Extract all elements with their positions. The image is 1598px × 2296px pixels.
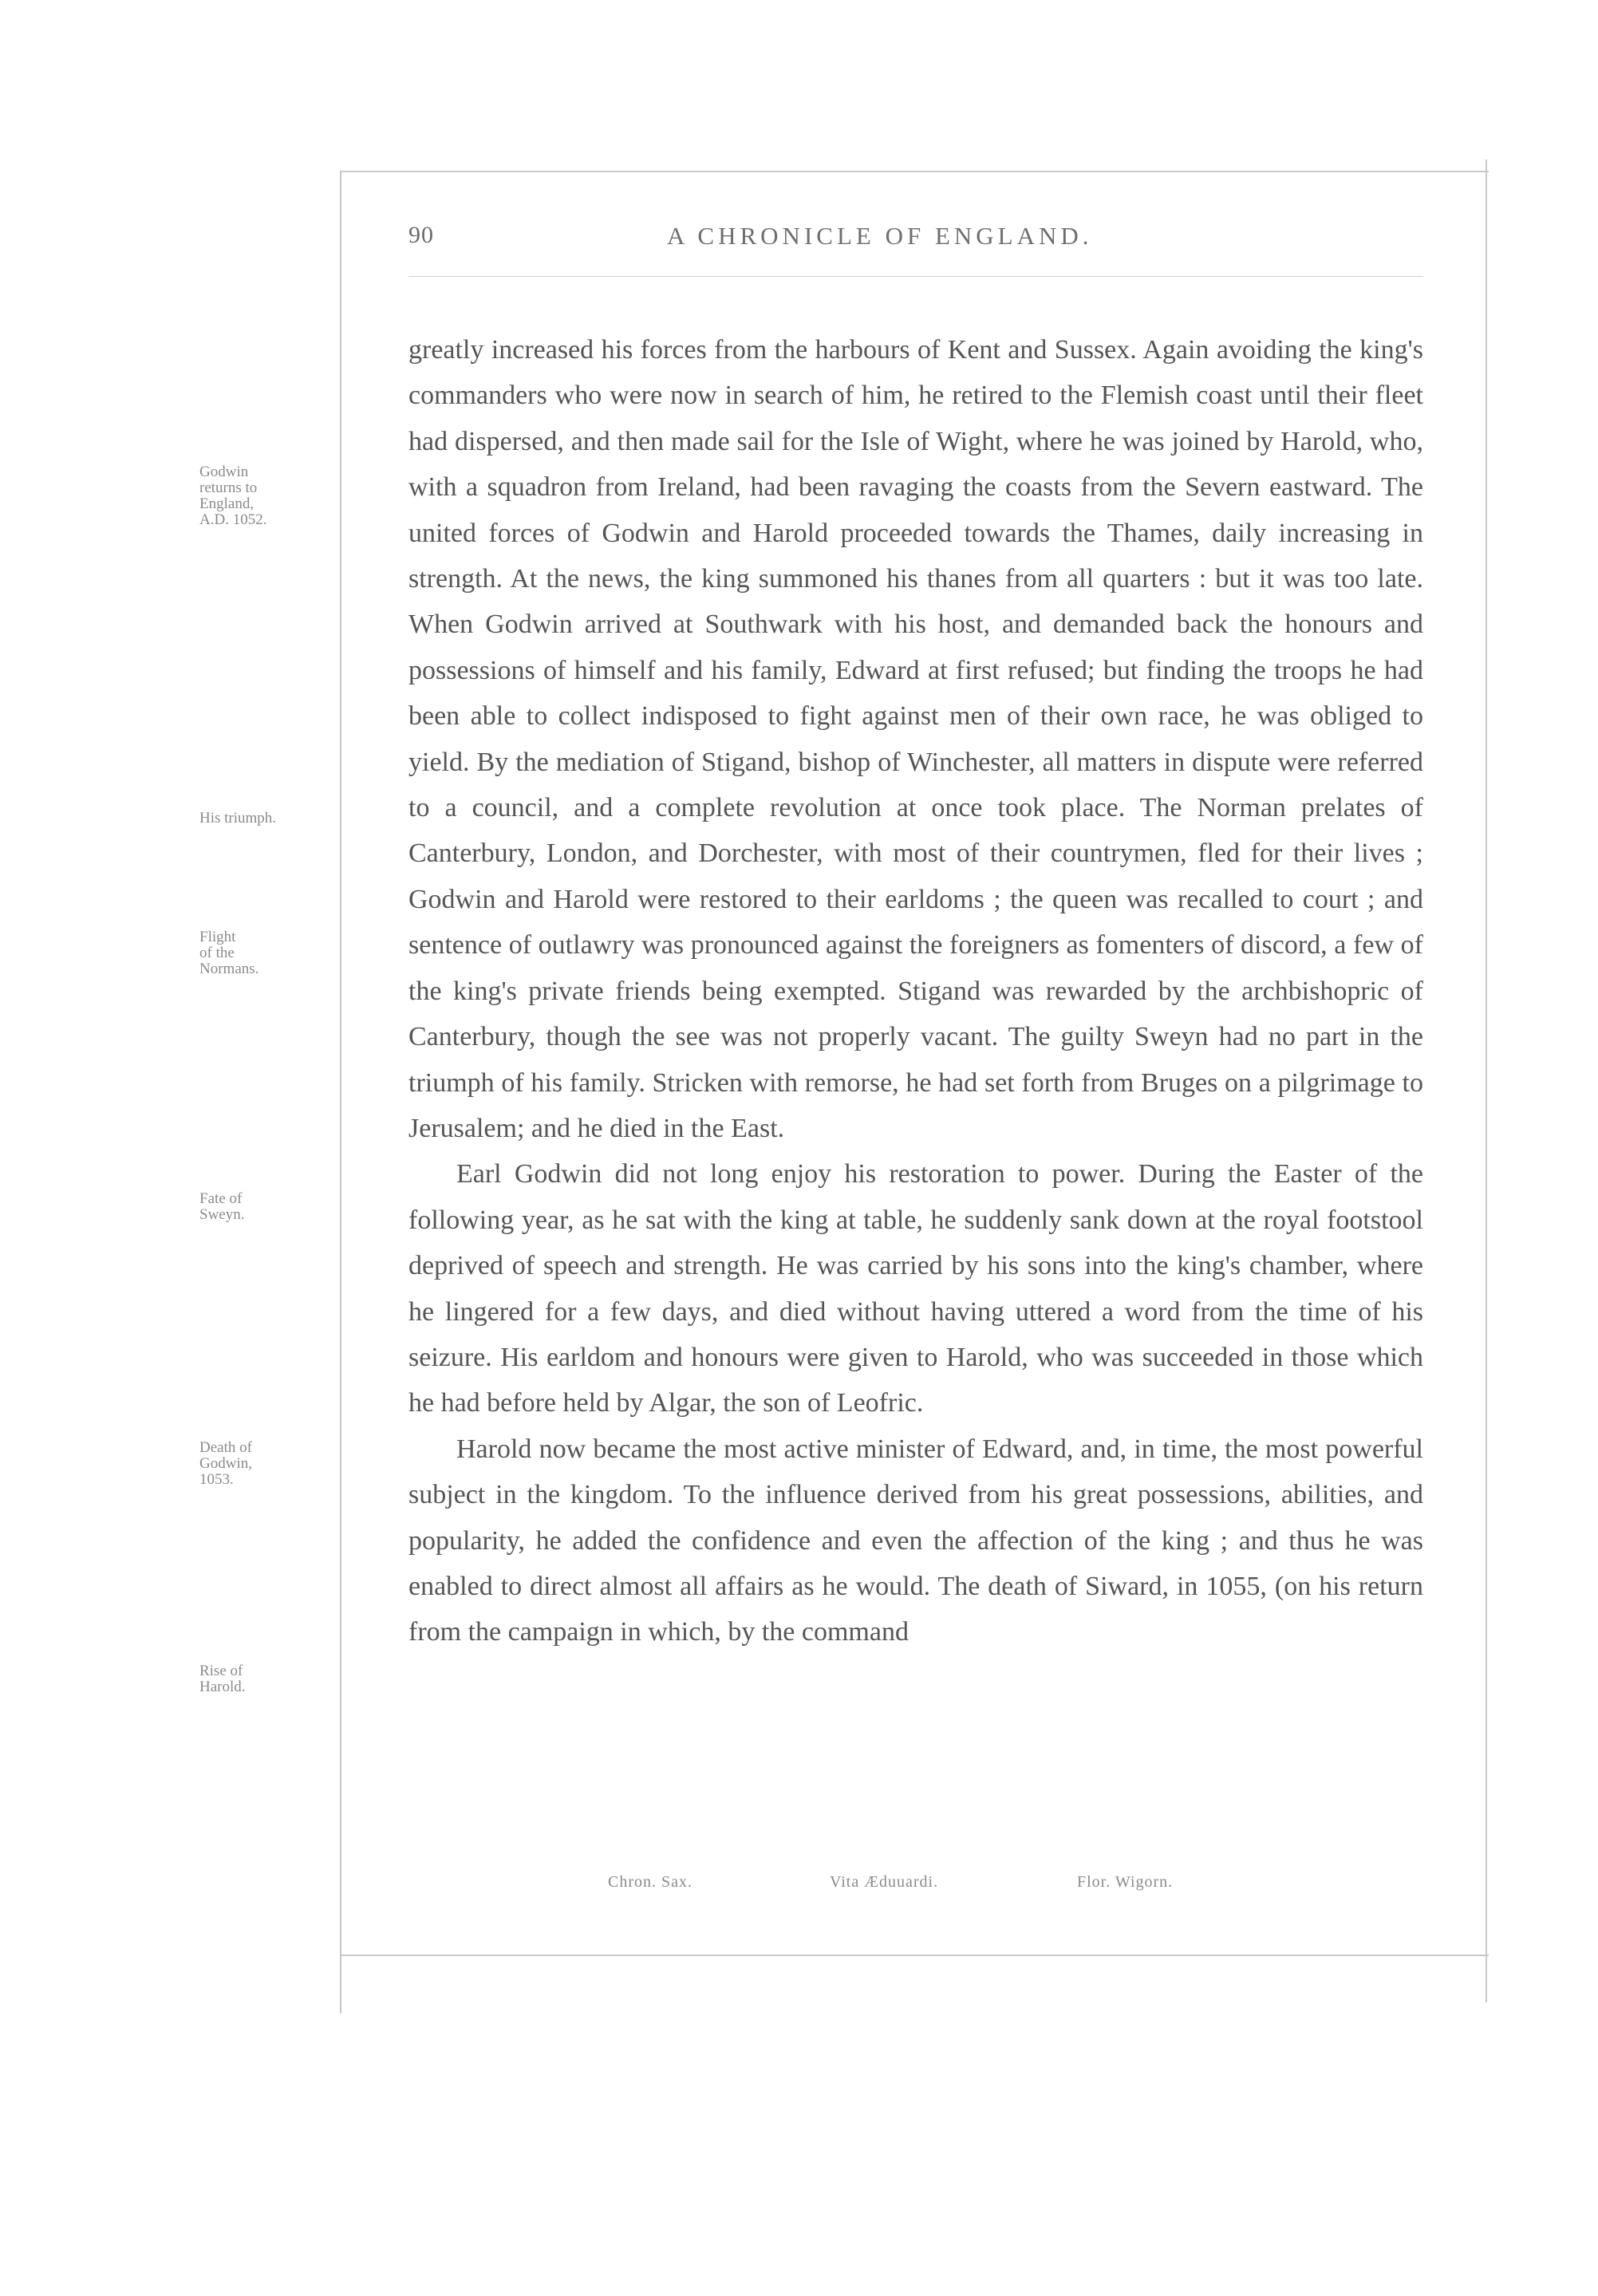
sidenote-line: Sweyn. [199,1206,245,1223]
sidenote-line: returns to [199,479,258,496]
sidenote-death-godwin [199,1440,339,1488]
footnote-citation: Flor. Wigorn. [1077,1873,1174,1891]
footnote-citation: Vita Æduuardi. [830,1873,939,1891]
sidenote-line: Rise of [199,1663,243,1679]
page-frame-right-rule [1486,160,1487,2002]
paragraph: Harold now became the most active minister of Edward, and, in time, the most powerful subject in the kingdom. To the influence derived from his great possessions, abilities, and popularity, he added the confidence and even the affection of the king ; and thus he was enabled to direct almost all affairs as he would. The death of Siward, in 1055, (on his return from the campaign in which, by the command [408,1434,1423,1647]
sidenote-line: Godwin, [199,1455,252,1472]
sidenote-line: Flight [199,929,236,945]
sidenote-rise-harold [199,1663,339,1695]
header-rule [408,276,1423,277]
page-frame-left-rule [340,171,341,2014]
sidenote-fate-sweyn [199,1191,339,1223]
sidenote-line: England, [199,495,254,512]
sidenote-line: Death of [199,1439,252,1456]
sidenote-line: of the [199,945,235,961]
sidenote-line: Fate of [199,1190,243,1207]
sidenote-line: 1053. [199,1471,234,1488]
sidenote-godwin-returns [199,464,339,528]
page-number: 90 [408,222,434,248]
sidenote-flight-normans [199,929,339,977]
sidenote-line: A.D. 1052. [199,511,267,528]
paragraph: Earl Godwin did not long enjoy his restoration to power. During the Easter of the following year, as he sat with the king at table, he suddenly sank down at the royal footstool deprived of speech and strength. He was carried by his sons into the king's chamber, where he lingered for a few days, and died without having uttered a word from the time of his seizure. His earldom and honours were given to Harold, who was succeeded in those which he had before held by Algar, the son of Leofric. [408,1159,1423,1418]
sidenote-line: Godwin [199,464,249,480]
footnote-citation: Chron. Sax. [608,1873,692,1891]
page-frame-bottom-rule [340,1955,1489,1956]
page-frame-top-rule [340,171,1489,172]
paragraph: greatly increased his forces from the harbours of Kent and Sussex. Again avoiding the king's commanders who were now in search of him, he retired to the Flemish coast until their fleet had dispersed, and then made sail for the Isle of Wight, where he was joined by Harold, who, with a squadron from Ireland, had been ravaging the coasts from the Severn eastward. The united forces of Godwin and Harold proceeded towards the Thames, daily increasing in strength. At the news, the king summoned his thanes from all quarters : but it was too late. When Godwin arrived at Southwark with his host, and demanded back the honours and possessions of himself and his family, Edward at first refused; but finding the troops he had been able to collect indisposed to fight against men of their own race, he was obliged to yield. By the mediation of Stigand, bishop of Winchester, all matters in dispute were referred to a council, and a complete revolution at once took place. The Norman prelates of Canterbury, London, and Dorchester, with most of their countrymen, fled for their lives ; Godwin and Harold were restored to their earldoms ; the queen was recalled to court ; and sentence of outlawry was pronounced against the foreigners as fomenters of discord, a few of the king's private friends being exempted. Stigand was rewarded by the archbishopric of Canterbury, though the see was not properly vacant. The guilty Sweyn had no part in the triumph of his family. Stricken with remorse, he had set forth from Bruges on a pilgrimage to Jerusalem; and he died in the East. [408,335,1423,1143]
body-text [408,327,1423,1655]
running-head: A CHRONICLE OF ENGLAND. [667,222,1093,250]
sidenote-line: Normans. [199,961,259,977]
sidenote-line: Harold. [199,1679,246,1695]
sidenote-line: His triumph. [199,810,277,826]
sidenote-his-triumph [199,811,339,826]
